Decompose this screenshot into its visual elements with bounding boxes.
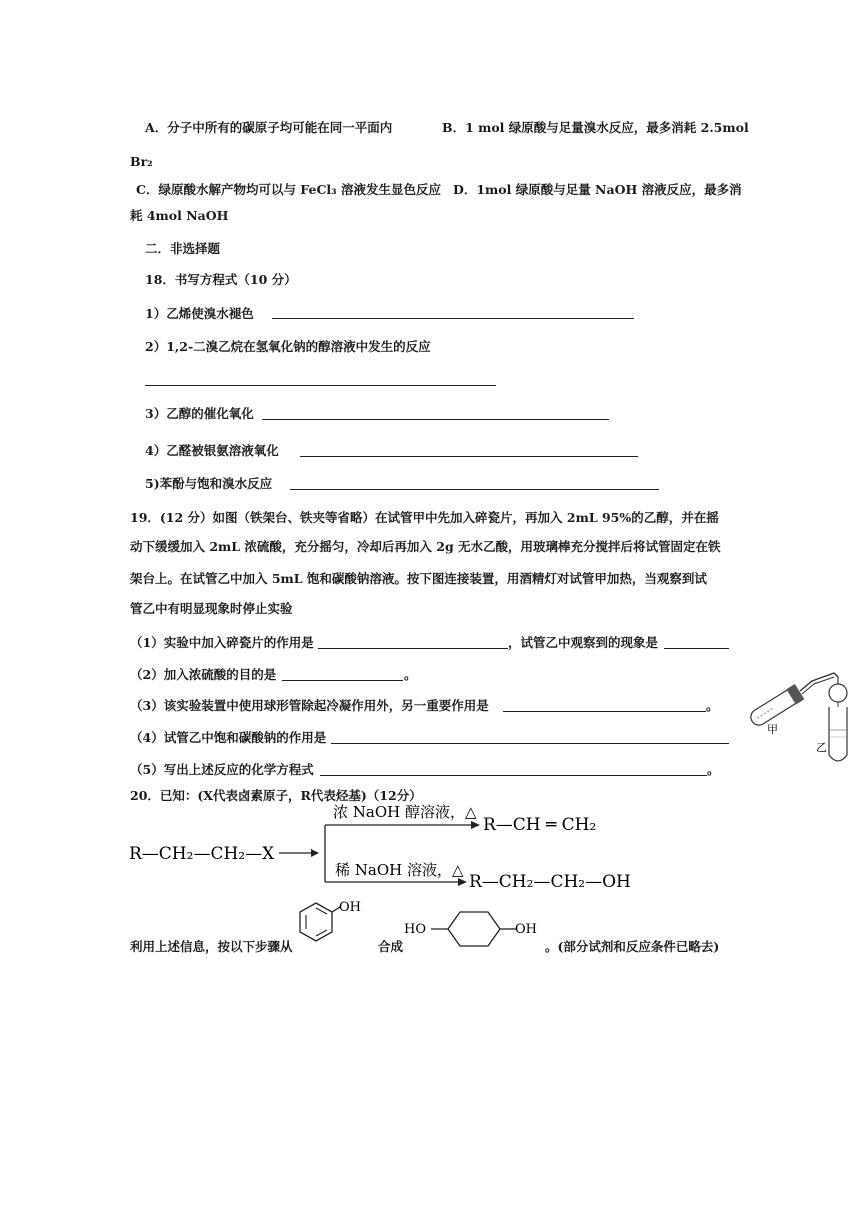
diol-ho-label: HO	[404, 922, 426, 937]
q18-item-4: 4）乙醛被银氨溶液氧化	[145, 443, 279, 458]
q18-item-5: 5)苯酚与饱和溴水反应	[145, 476, 273, 491]
q19-sub-5: （5）写出上述反应的化学方程式	[130, 762, 314, 777]
phenol-structure	[298, 897, 361, 959]
q18-item-2: 2）1,2-二溴乙烷在氢氧化钠的醇溶液中发生的反应	[145, 339, 431, 354]
q17-option-b: B．1 mol 绿原酸与足量溴水反应，最多消耗 2.5mol	[442, 120, 749, 135]
product-bottom: R—CH₂—CH₂—OH	[469, 872, 631, 892]
q19-answer-1a[interactable]	[318, 635, 508, 649]
q18-answer-4[interactable]	[300, 443, 638, 457]
q20-line-c: 。(部分试剂和反应条件已略去)	[545, 939, 720, 954]
label-jia: 甲	[767, 723, 778, 736]
q17-option-a: A．分子中所有的碳原子均可能在同一平面内	[145, 120, 393, 135]
q19-period-2: 。	[404, 667, 417, 682]
q17-option-d: D．1mol 绿原酸与足量 NaOH 溶液反应，最多消	[453, 182, 742, 197]
q20-title: 20．已知：(X代表卤素原子，R代表烃基)（12分）	[130, 788, 422, 803]
apparatus-figure	[742, 655, 857, 770]
q19-para-line-1: 19．(12 分）如图（铁架台、铁夹等省略）在试管甲中先加入碎瓷片，再加入 2mL 95%的乙醇，并在摇	[130, 510, 719, 525]
q19-answer-5[interactable]	[320, 762, 707, 776]
q19-answer-2[interactable]	[282, 667, 403, 681]
q17-option-d-cont: 耗 4mol NaOH	[130, 208, 229, 223]
q19-answer-4[interactable]	[331, 730, 729, 744]
q19-answer-1b[interactable]	[664, 635, 729, 649]
q19-para-line-2: 动下缓缓加入 2mL 浓硫酸，充分摇匀，冷却后再加入 2g 无水乙酸，用玻璃棒充分搅拌后将试管固定在铁	[130, 539, 721, 554]
product-top: R—CH ═ CH₂	[483, 815, 597, 835]
q18-item-3: 3）乙醇的催化氧化	[145, 406, 254, 421]
q18-title: 18．书写方程式（10 分）	[145, 272, 297, 287]
condition-bottom: 稀 NaOH 溶液，△	[335, 861, 464, 879]
condition-top: 浓 NaOH 醇溶液，△	[333, 803, 477, 821]
q17-option-b-cont: Br₂	[130, 154, 153, 169]
q18-answer-1[interactable]	[272, 305, 634, 319]
phenol-oh-label: OH	[339, 900, 361, 915]
q19-sub-3: （3）该实验装置中使用球形管除起冷凝作用外，另一重要作用是	[130, 698, 489, 713]
q18-item-1-label: 1）乙烯使溴水褪色	[145, 306, 254, 321]
q19-sub-2: （2）加入浓硫酸的目的是	[130, 667, 277, 682]
q19-sub-1a: （1）实验中加入碎瓷片的作用是	[130, 635, 314, 650]
cyclohexanediol-structure	[404, 906, 550, 954]
q20-line-b: 合成	[378, 939, 404, 954]
reactant-formula: R—CH₂—CH₂—X	[129, 844, 275, 864]
diol-oh-label: OH	[515, 922, 537, 937]
q18-item-1	[145, 306, 254, 322]
label-yi: 乙	[816, 741, 827, 754]
q19-sub-1b: ，试管乙中观察到的现象是	[508, 635, 659, 650]
q19-para-line-3: 架台上。在试管乙中加入 5mL 饱和碳酸钠溶液。按下图连接装置，用酒精灯对试管甲加热，当观察到试	[130, 571, 707, 586]
q20-line-a: 利用上述信息，按以下步骤从	[130, 939, 293, 954]
q19-period-5: 。	[707, 762, 720, 777]
q19-para-line-4: 管乙中有明显现象时停止实验	[130, 601, 293, 616]
q19-answer-3[interactable]	[503, 698, 706, 712]
section-heading: 二．非选择题	[145, 241, 221, 256]
q17-option-c: C．绿原酸水解产物均可以与 FeCl₃ 溶液发生显色反应	[136, 182, 441, 197]
q18-answer-2[interactable]	[145, 372, 496, 386]
q19-sub-4: （4）试管乙中饱和碳酸钠的作用是	[130, 730, 327, 745]
q18-answer-5[interactable]	[290, 476, 659, 490]
reaction-scheme	[125, 798, 645, 900]
q19-period-3: 。	[706, 698, 719, 713]
q18-answer-3[interactable]	[262, 406, 609, 420]
